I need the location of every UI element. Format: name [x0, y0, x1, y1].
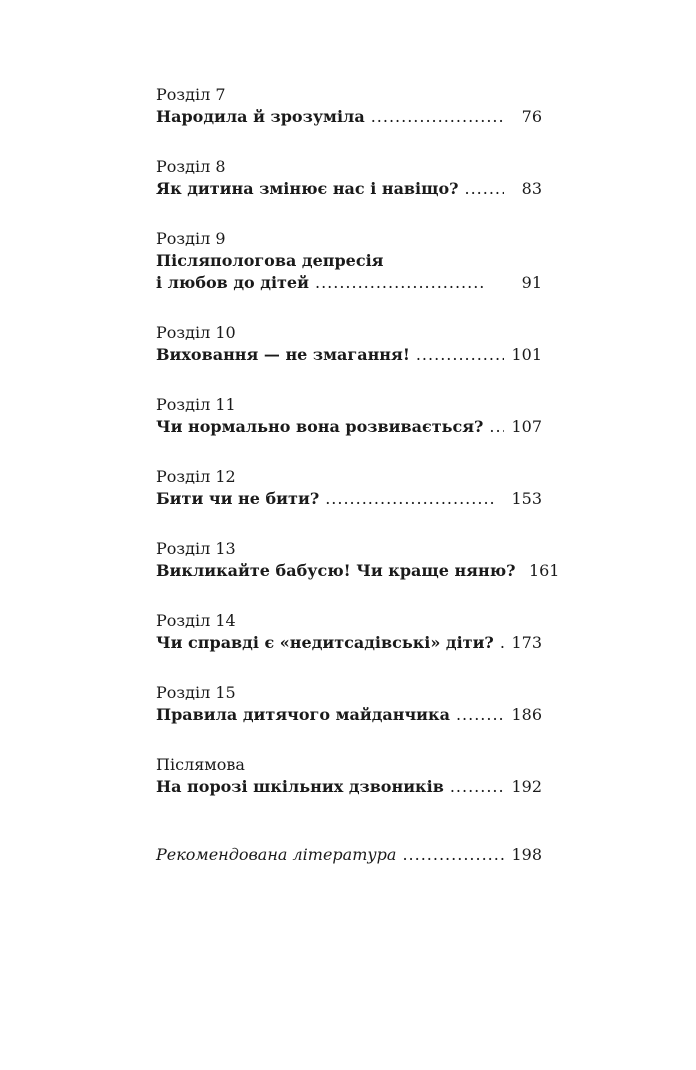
- chapter-title: На порозі шкільних дзвоників: [156, 777, 444, 796]
- recommended-literature-title: Рекомендована література: [156, 845, 397, 864]
- chapter-label: Розділ 9: [156, 229, 226, 248]
- chapter-title: Правила дитячого майданчика: [156, 705, 450, 724]
- chapter-label: Розділ 14: [156, 611, 236, 630]
- toc-row: [156, 488, 542, 510]
- dot-leader: [500, 632, 504, 654]
- dot-leader: [416, 344, 504, 366]
- page-number: 161: [528, 561, 560, 580]
- chapter-title: Як дитина змінює нас і навіщо?: [156, 179, 459, 198]
- toc-row: [156, 106, 542, 128]
- page-number: 76: [521, 107, 542, 126]
- chapter-label: Післямова: [156, 755, 245, 774]
- chapter-label: Розділ 15: [156, 683, 236, 702]
- chapter-label: Розділ 13: [156, 539, 236, 558]
- toc-entry: [156, 538, 560, 582]
- page-number: 192: [511, 777, 542, 796]
- toc-entry: [156, 322, 542, 366]
- toc-entry: [156, 84, 542, 128]
- toc-entry-recommended: [156, 844, 542, 866]
- table-of-contents: [156, 84, 560, 866]
- page-number: 107: [511, 417, 542, 436]
- chapter-title: Чи нормально вона розвивається?: [156, 417, 484, 436]
- dot-leader: [489, 416, 504, 438]
- chapter-title: Бити чи не бити?: [156, 489, 320, 508]
- page-number: 198: [511, 845, 542, 864]
- chapter-label: Розділ 11: [156, 395, 236, 414]
- dot-leader: [371, 106, 504, 128]
- chapter-title: Виховання — не змагання!: [156, 345, 410, 364]
- chapter-title-line1: Післяпологова депресія: [156, 251, 384, 270]
- toc-entry: [156, 682, 542, 726]
- chapter-title: Народила й зрозуміла: [156, 107, 365, 126]
- chapter-label: Розділ 12: [156, 467, 236, 486]
- chapter-label: Розділ 8: [156, 157, 226, 176]
- toc-row: [156, 344, 542, 366]
- toc-entry: [156, 466, 542, 510]
- toc-row: [156, 178, 542, 200]
- dot-leader: [456, 704, 504, 726]
- toc-row: [156, 704, 542, 726]
- page-number: 83: [521, 179, 542, 198]
- chapter-label: Розділ 10: [156, 323, 236, 342]
- dot-leader: [315, 272, 485, 294]
- page-number: 173: [511, 633, 542, 652]
- toc-entry: [156, 228, 542, 294]
- page-number: 153: [511, 489, 542, 508]
- toc-entry: [156, 394, 542, 438]
- toc-row: [156, 416, 542, 438]
- page-number: 186: [511, 705, 542, 724]
- dot-leader: [325, 488, 495, 510]
- chapter-title: і любов до дітей: [156, 273, 309, 292]
- page-number: 91: [521, 273, 542, 292]
- toc-entry: [156, 754, 542, 798]
- toc-row: [156, 844, 542, 866]
- toc-row: [156, 632, 542, 654]
- chapter-label: Розділ 7: [156, 85, 226, 104]
- dot-leader: [402, 844, 504, 866]
- toc-entry: [156, 610, 542, 654]
- chapter-title: Чи справді є «недитсадівські» діти?: [156, 633, 494, 652]
- toc-row: [156, 560, 560, 582]
- toc-row: [156, 272, 542, 294]
- page-number: 101: [511, 345, 542, 364]
- dot-leader: [464, 178, 504, 200]
- chapter-title: Викликайте бабусю! Чи краще няню?: [156, 561, 516, 580]
- toc-row: [156, 776, 542, 798]
- toc-entry: [156, 156, 542, 200]
- dot-leader: [450, 776, 504, 798]
